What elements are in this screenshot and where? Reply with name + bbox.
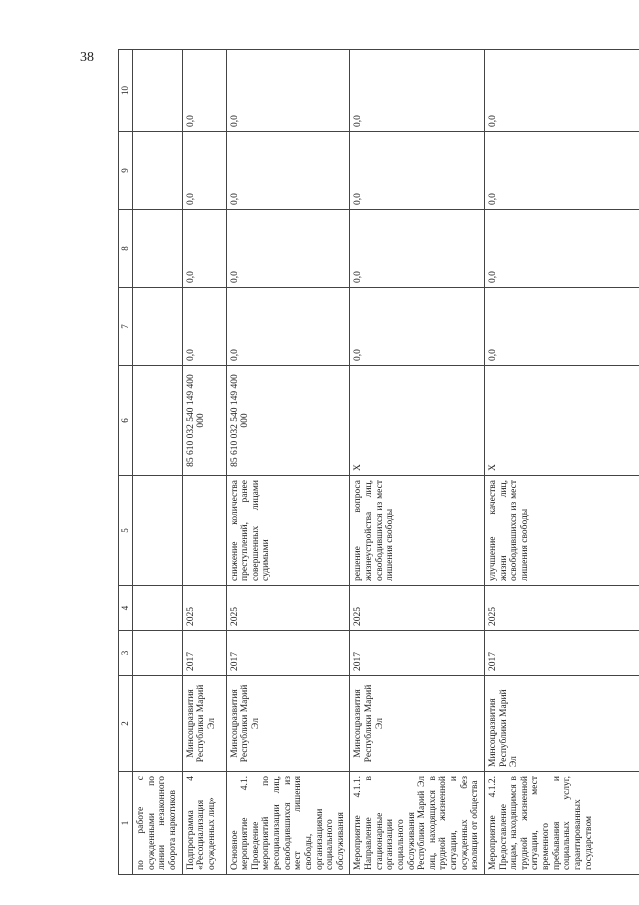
column-number-row <box>119 50 133 875</box>
column-number: 3 <box>119 631 133 676</box>
row-title: Подпрограмма 4 «Ресоциализация осужденных лиц» <box>182 772 226 875</box>
table-row <box>133 50 183 875</box>
column-number: 10 <box>119 50 133 132</box>
value-cell: 0,0 <box>484 132 639 210</box>
value-cell: 0,0 <box>484 288 639 366</box>
table-row <box>182 50 226 875</box>
value-cell <box>133 210 183 288</box>
column-number: 1 <box>119 772 133 875</box>
column-number: 9 <box>119 132 133 210</box>
value-cell <box>133 50 183 132</box>
end-year-cell: 2025 <box>484 586 639 631</box>
row-title: Мероприятие 4.1.1. Направление в стационарные организации социального обслуживания Республики Марий Эл лиц, находящихся в трудной жизненной ситуации, и осужденных без изоляции от общества <box>350 772 485 875</box>
value-cell: 0,0 <box>226 50 350 132</box>
column-number: 5 <box>119 476 133 586</box>
code-cell: X <box>484 366 639 476</box>
value-cell <box>133 132 183 210</box>
start-year-cell: 2017 <box>484 631 639 676</box>
end-year-cell: 2025 <box>226 586 350 631</box>
executor-cell: Минсоцразвития Республики Марий Эл <box>350 676 485 772</box>
start-year-cell <box>133 631 183 676</box>
executor-cell <box>133 676 183 772</box>
code-cell: X <box>350 366 485 476</box>
code-cell: 85 610 032 540 149 400 000 <box>182 366 226 476</box>
column-number: 8 <box>119 210 133 288</box>
value-cell: 0,0 <box>226 132 350 210</box>
start-year-cell: 2017 <box>350 631 485 676</box>
value-cell: 0,0 <box>350 210 485 288</box>
start-year-cell: 2017 <box>182 631 226 676</box>
row-title: по работе с осужденными по линии незаконного оборота наркотиков <box>133 772 183 875</box>
code-cell: 85 610 032 540 149 400 000 <box>226 366 350 476</box>
executor-cell: Минсоцразвития Республики Марий Эл <box>226 676 350 772</box>
code-cell <box>133 366 183 476</box>
value-cell: 0,0 <box>182 132 226 210</box>
result-cell: улучшение качества жизни лиц, освободившихся из мест лишения свободы <box>484 476 639 586</box>
value-cell: 0,0 <box>182 288 226 366</box>
table-row <box>226 50 350 875</box>
executor-cell: Минсоцразвития Республики Марий Эл <box>484 676 639 772</box>
value-cell: 0,0 <box>226 210 350 288</box>
value-cell <box>133 288 183 366</box>
column-number: 4 <box>119 586 133 631</box>
rotated-table-wrapper <box>118 50 635 875</box>
value-cell: 0,0 <box>350 50 485 132</box>
value-cell: 0,0 <box>484 210 639 288</box>
value-cell: 0,0 <box>182 50 226 132</box>
row-title: Мероприятие 4.1.2. Предоставление лицам, находящимся в трудной жизненной ситуации, мест временного пребывания и социальных услуг, гарантированных государством <box>484 772 639 875</box>
value-cell: 0,0 <box>182 210 226 288</box>
start-year-cell: 2017 <box>226 631 350 676</box>
result-cell: решение вопроса жизнеустройства лиц, освободившихся из мест лишения свободы <box>350 476 485 586</box>
value-cell: 0,0 <box>226 288 350 366</box>
value-cell: 0,0 <box>350 132 485 210</box>
result-cell: снижение количества преступлений, ранее совершенных лицами судимыми <box>226 476 350 586</box>
row-title: Основное мероприятие 4.1. Проведение мероприятий по ресоциализации лиц, освободившихся из мест лишения свободы, организациями социального обслуживания <box>226 772 350 875</box>
end-year-cell: 2025 <box>182 586 226 631</box>
end-year-cell <box>133 586 183 631</box>
value-cell: 0,0 <box>350 288 485 366</box>
column-number: 7 <box>119 288 133 366</box>
column-number: 2 <box>119 676 133 772</box>
value-cell: 0,0 <box>484 50 639 132</box>
end-year-cell: 2025 <box>350 586 485 631</box>
measures-table <box>118 49 639 875</box>
result-cell <box>182 476 226 586</box>
table-row <box>484 50 639 875</box>
page-number: 38 <box>80 50 94 65</box>
result-cell <box>133 476 183 586</box>
table-row <box>350 50 485 875</box>
column-number: 6 <box>119 366 133 476</box>
executor-cell: Минсоцразвития Республики Марий Эл <box>182 676 226 772</box>
